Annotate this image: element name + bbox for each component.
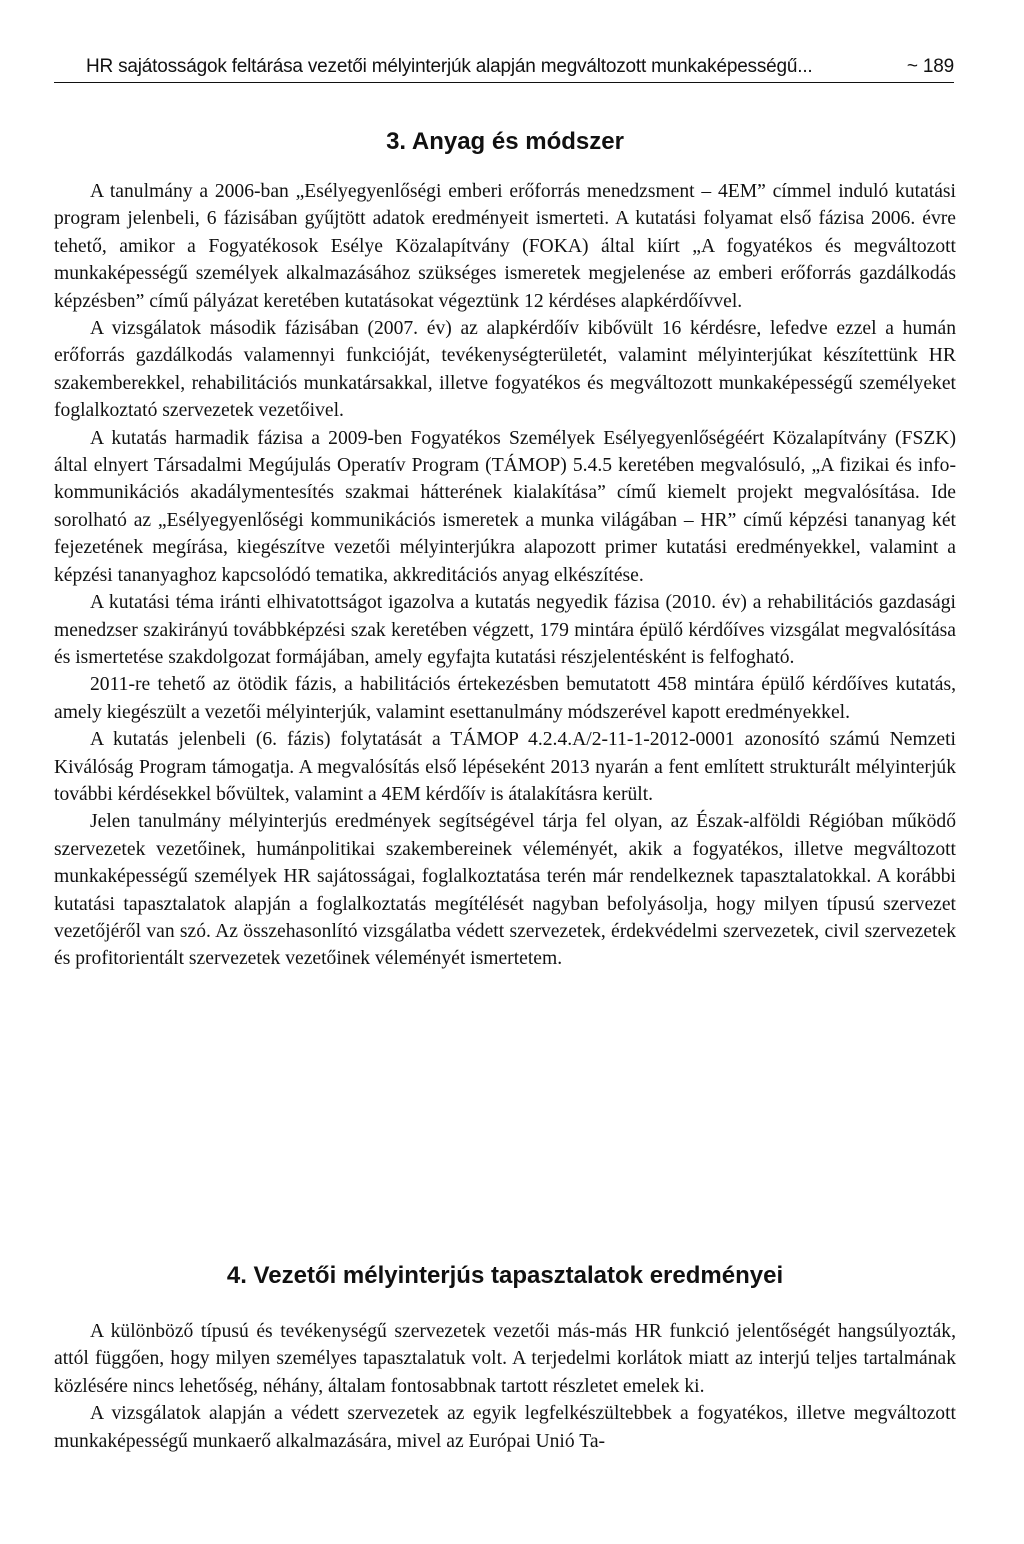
paragraph: A vizsgálatok második fázisában (2007. év) az alapkérdőív kibővült 16 kérdésre, lefedve ezzel a humán erőforrás gazdálkodás valamennyi funkcióját, tevékenységterületét, valamint mélyinterjúkat készítettünk HR szakemberekkel, rehabilitációs munkatársakkal, illetve fogyatékos és megváltozott munkaképességű személyeket foglalkoztató szervezetek vezetőivel. bbox=[54, 318, 956, 422]
section-4-heading: 4. Vezetői mélyinterjús tapasztalatok eredményei bbox=[226, 1262, 784, 1289]
paragraph: A vizsgálatok alapján a védett szervezetek az egyik legfelkészültebbek a fogyatékos, illetve megváltozott munkaképességű munkaerő alkalmazására, mivel az Európai Unió Ta- bbox=[54, 1403, 956, 1452]
page-number: 189 bbox=[922, 56, 954, 77]
paragraph: A különböző típusú és tevékenységű szervezetek vezetői más-más HR funkció jelentőségét hangsúlyozták, attól függően, hogy milyen személyes tapasztalatuk volt. A terjedelmi korlátok miatt az interjú teljes tartalmának közlésére nincs lehetőség, néhány, általam fontosabbnak tartott részletet emelek ki. bbox=[54, 1321, 956, 1397]
running-header-title: HR sajátosságok feltárása vezetői mélyinterjúk alapján megváltozott munkaképességű... bbox=[86, 56, 813, 77]
paragraph: A kutatási téma iránti elhivatottságot igazolva a kutatás negyedik fázisa (2010. év) a rehabilitációs gazdasági menedzser szakirányú továbbképzési szak keretében végzett, 179 mintára épülő kérdőíves vizsgálat megvalósítása és ismertetése szakdolgozat formájában, amely egyfajta kutatási részjelentésként is felfogható. bbox=[54, 592, 956, 668]
paragraph: A kutatás harmadik fázisa a 2009-ben Fogyatékos Személyek Esélyegyenlőségéért Közalapítvány (FSZK) által elnyert Társadalmi Megújulás Operatív Program (TÁMOP) 5.4.5 keretében megvalósuló, „A fizikai és info-kommunikációs akadálymentesítés szakmai hátterének kialakítása” című kiemelt projekt megvalósítása. Ide sorolható az „Esélyegyenlőségi kommunikációs ismeretek a munka világában – HR” című képzési tananyag két fejezetének megírása, kiegészítve vezetői mélyinterjúkra alapozott primer kutatási eredményekkel, valamint a képzési tananyaghoz kapcsolódó tematika, akkreditációs anyag elkészítése. bbox=[54, 427, 956, 586]
paragraph: Jelen tanulmány mélyinterjús eredmények segítségével tárja fel olyan, az Észak-alföldi Régióban működő szervezetek vezetőinek, humánpolitikai szakembereinek véleményét, akik a fogyatékos, illetve megváltozott munkaképességű személyek HR sajátosságai, foglalkoztatása terén már rendelkeznek tapasztalatokkal. A korábbi kutatási tapasztalatok alapján a foglalkoztatás megítélését nagyban befolyásolja, hogy milyen típusú szervezet vezetőjéről van szó. Az összehasonlító vizsgálatba védett szervezetek, érdekvédelmi szervezetek, civil szervezetek és profitorientált szervezetek vezetőinek véleményét ismertetem. bbox=[54, 811, 956, 970]
running-header bbox=[54, 56, 954, 83]
paragraph: A tanulmány a 2006-ban „Esélyegyenlőségi emberi erőforrás menedzsment – 4EM” címmel induló kutatási program jelenbeli, 6 fázisában gyűjtött adatok eredményeit ismerteti. A kutatási folyamat első fázisa 2006. évre tehető, amikor a Fogyatékosok Esélye Közalapítvány (FOKA) által kiírt „A fogyatékos és megváltozott munkaképességű személyek alkalmazásához szükséges ismeretek megjelenése az emberi erőforrás gazdálkodás képzésben” című pályázat keretében kutatásokat végeztünk 12 kérdéses alapkérdőívvel. bbox=[54, 181, 956, 312]
paragraph: A kutatás jelenbeli (6. fázis) folytatását a TÁMOP 4.2.4.A/2-11-1-2012-0001 azonosító számú Nemzeti Kiválóság Program támogatja. A megvalósítás első lépéseként 2013 nyarán a fent említett strukturált mélyinterjúk további kérdésekkel bővültek, valamint a 4EM kérdőív is átalakításra került. bbox=[54, 729, 956, 805]
header-separator: ~ bbox=[906, 56, 918, 77]
section-3-body bbox=[54, 178, 956, 973]
section-3-heading: 3. Anyag és módszer bbox=[386, 128, 624, 155]
running-header-page bbox=[907, 56, 954, 78]
section-4-body bbox=[54, 1318, 956, 1455]
paragraph: 2011-re tehető az ötödik fázis, a habilitációs értekezésben bemutatott 458 mintára épülő kérdőíves kutatás, amely kiegészült a vezetői mélyinterjúk, valamint esettanulmány módszerével kapott eredményekkel. bbox=[54, 674, 956, 723]
